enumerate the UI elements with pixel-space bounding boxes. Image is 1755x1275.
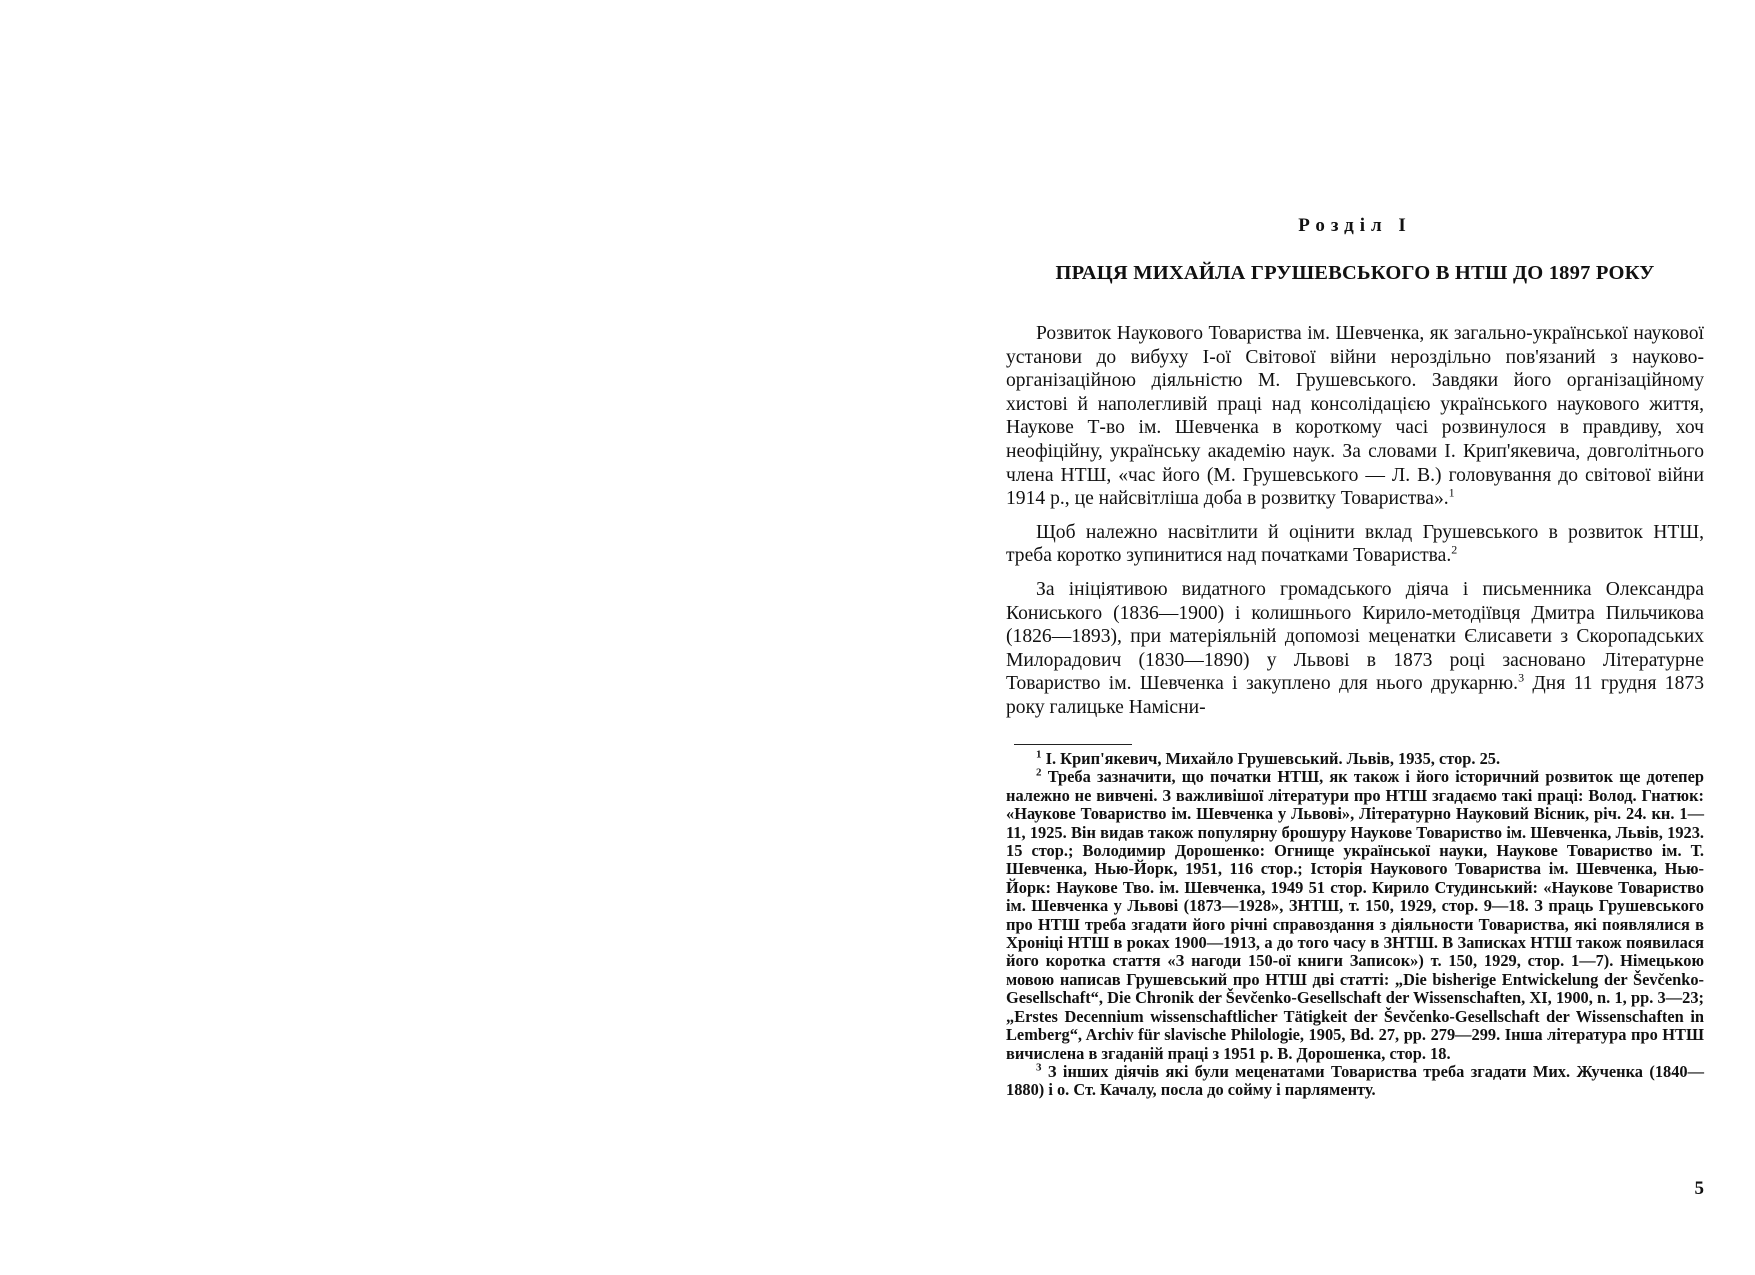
footnote-text: І. Крип'якевич, Михайло Грушевський. Львів, 1935, стор. 25. — [1045, 749, 1501, 768]
footnote-number: 2 — [1036, 766, 1042, 779]
footnote-ref: 3 — [1518, 670, 1525, 685]
footnote-ref: 2 — [1451, 542, 1458, 557]
footnotes — [1006, 750, 1704, 1100]
page-number: 5 — [1694, 1178, 1704, 1199]
footnote-number: 1 — [1036, 748, 1042, 761]
paragraph-text: За ініціятивою видатного громадського діяча і письменника Олександра Кониського (1836—1900) і колишнього Кирило-методіївця Дмитра Пильчикова (1826—1893), при матеріяльній допомозі меценатки Єлисавети з Скоропадських Милорадович (1830—1890) у Львові в 1873 році засновано Літературне Товариство ім. Шевченка і закуплено для нього друкарню. — [1006, 578, 1704, 695]
section-label: Розділ І — [1298, 215, 1412, 236]
footnote — [1006, 750, 1704, 768]
footnote — [1006, 1063, 1704, 1100]
footnote-text: Треба зазначити, що початки НТШ, як також і його історичний розвиток ще дотепер належно не вивчені. З важливішої літератури про НТШ згадаємо такі праці: Волод. Гнатюк: «Наукове Товариство ім. Шевченка у Львові», Літературно Науковий Вісник, річ. 24. кн. 1—11, 1925. Він видав також популярну брошуру Наукове Товариство ім. Шевченка, Львів, 1923. 15 стор.; Володимир Дорошенко: Огнище української науки, Наукове Товариство ім. Т. Шевченка, Нью-Йорк, 1951, 116 стор.; Історія Наукового Товариства ім. Шевченка, Нью-Йорк: Наукове Тво. ім. Шевченка, 1949 51 стор. Кирило Студинський: «Наукове Товариство ім. Шевченка у Львові (1873—1928», ЗНТШ, т. 150, 1929, стор. 9—18. З праць Грушевського про НТШ треба згадати його річні справоздання з діяльности Товариства, які появлялися в Хроніці НТШ в роках 1900—1913, а до того часу в ЗНТШ. В Записках НТШ також появилася його коротка стаття «З нагоди 150-ої книги Записок») т. 150, 1929, стор. 1—7). Німецькою мовою написав Грушевський про НТШ дві статті: „Die bisherige Entwickelung der Ševčenko-Gesellschaft“, Die Chronik der Ševčenko-Gesellschaft der Wissenschaften, XI, 1900, n. 1, pp. 3—23; „Erstes Decennium wissenschaftlicher Tätigkeit der Ševčenko-Gesellschaft der Wissenschaften in Lemberg“, Archiv für slavische Philologie, 1905, Bd. 27, pp. 279—299. Інша література про НТШ вичислена в згаданій праці з 1951 р. В. Дорошенка, стор. 18. — [1006, 767, 1704, 1063]
paragraph-text: Дня 11 грудня 1873 року галицьке Намісни- — [1006, 673, 1704, 718]
body-text — [1006, 322, 1704, 720]
right-page — [1006, 0, 1704, 1275]
chapter-title: ПРАЦЯ МИХАЙЛА ГРУШЕВСЬКОГО В НТШ ДО 1897 РОКУ — [1055, 262, 1655, 284]
paragraph — [1006, 322, 1704, 511]
footnote-divider — [1014, 744, 1132, 745]
paragraph-text: Розвиток Наукового Товариства ім. Шевченка, як загально-української наукової установи до вибуху І-ої Світової війни нероздільно пов'язаний з науково-організаційною діяльністю М. Грушевського. Завдяки його організаційному хистові й наполегливій праці над консолідацією українського наукового життя, Наукове Т-во ім. Шевченка в короткому часі розвинулося в правдиву, хоч неофіційну, українську академію наук. За словами І. Крип'якевича, довголітнього члена НТШ, «час його (М. Грушевського — Л. В.) головування до світової війни 1914 р., це найсвітліша доба в розвитку Товариства». — [1006, 323, 1704, 510]
footnote-ref: 1 — [1448, 485, 1455, 500]
footnote-text: З інших діячів які були меценатами Товариства треба згадати Мих. Жученка (1840—1880) і о. Ст. Качалу, посла до сойму і парляменту. — [1006, 1061, 1704, 1100]
paragraph-text: Щоб належно насвітлити й оцінити вклад Грушевського в розвиток НТШ, треба коротко зупинитися над початками Товариства. — [1006, 521, 1704, 567]
footnote-number: 3 — [1036, 1061, 1042, 1074]
paragraph — [1006, 578, 1704, 720]
paragraph — [1006, 521, 1704, 568]
footnote — [1006, 768, 1704, 1063]
